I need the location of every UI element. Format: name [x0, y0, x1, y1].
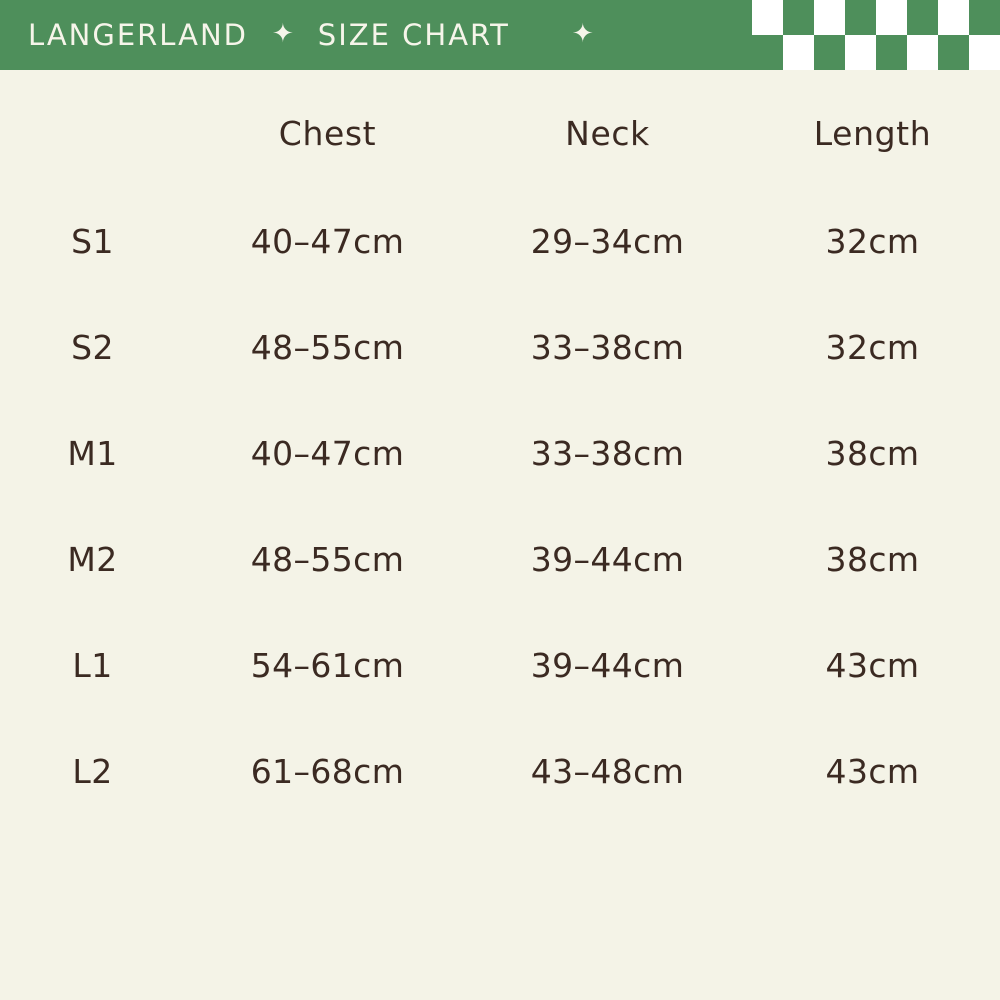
- size-label: M1: [67, 433, 118, 473]
- length-value: 43cm: [825, 751, 920, 791]
- table-row: [0, 506, 1000, 612]
- neck-value: 33–38cm: [530, 327, 685, 367]
- size-table: [0, 70, 1000, 1000]
- brand-name: LANGERLAND: [28, 18, 248, 52]
- size-label: M2: [67, 539, 118, 579]
- table-row: [0, 400, 1000, 506]
- column-header-neck: Neck: [565, 114, 650, 153]
- chest-value: 54–61cm: [250, 645, 405, 685]
- column-header-length: Length: [813, 114, 932, 153]
- sparkle-icon: ✦: [271, 19, 294, 49]
- neck-value: 39–44cm: [530, 645, 685, 685]
- header-title-group: [0, 0, 594, 70]
- table-row: [0, 188, 1000, 294]
- table-header-row: [0, 70, 1000, 188]
- chest-value: 48–55cm: [250, 539, 405, 579]
- checkerboard-decoration: [752, 0, 1000, 70]
- neck-value: 29–34cm: [530, 221, 685, 261]
- sparkle-icon-secondary: ✦: [571, 19, 594, 49]
- size-label: S1: [71, 221, 114, 261]
- size-label: L2: [72, 751, 113, 791]
- table-row: [0, 294, 1000, 400]
- length-value: 38cm: [825, 433, 920, 473]
- size-label: L1: [72, 645, 113, 685]
- length-value: 32cm: [825, 221, 920, 261]
- chest-value: 40–47cm: [250, 433, 405, 473]
- length-value: 32cm: [825, 327, 920, 367]
- chest-value: 48–55cm: [250, 327, 405, 367]
- neck-value: 43–48cm: [530, 751, 685, 791]
- neck-value: 39–44cm: [530, 539, 685, 579]
- neck-value: 33–38cm: [530, 433, 685, 473]
- chest-value: 40–47cm: [250, 221, 405, 261]
- table-row: [0, 612, 1000, 718]
- column-header-chest: Chest: [278, 114, 377, 153]
- table-row: [0, 718, 1000, 824]
- size-label: S2: [71, 327, 114, 367]
- page-header: [0, 0, 1000, 70]
- length-value: 43cm: [825, 645, 920, 685]
- page-title: SIZE CHART: [317, 18, 510, 52]
- length-value: 38cm: [825, 539, 920, 579]
- chest-value: 61–68cm: [250, 751, 405, 791]
